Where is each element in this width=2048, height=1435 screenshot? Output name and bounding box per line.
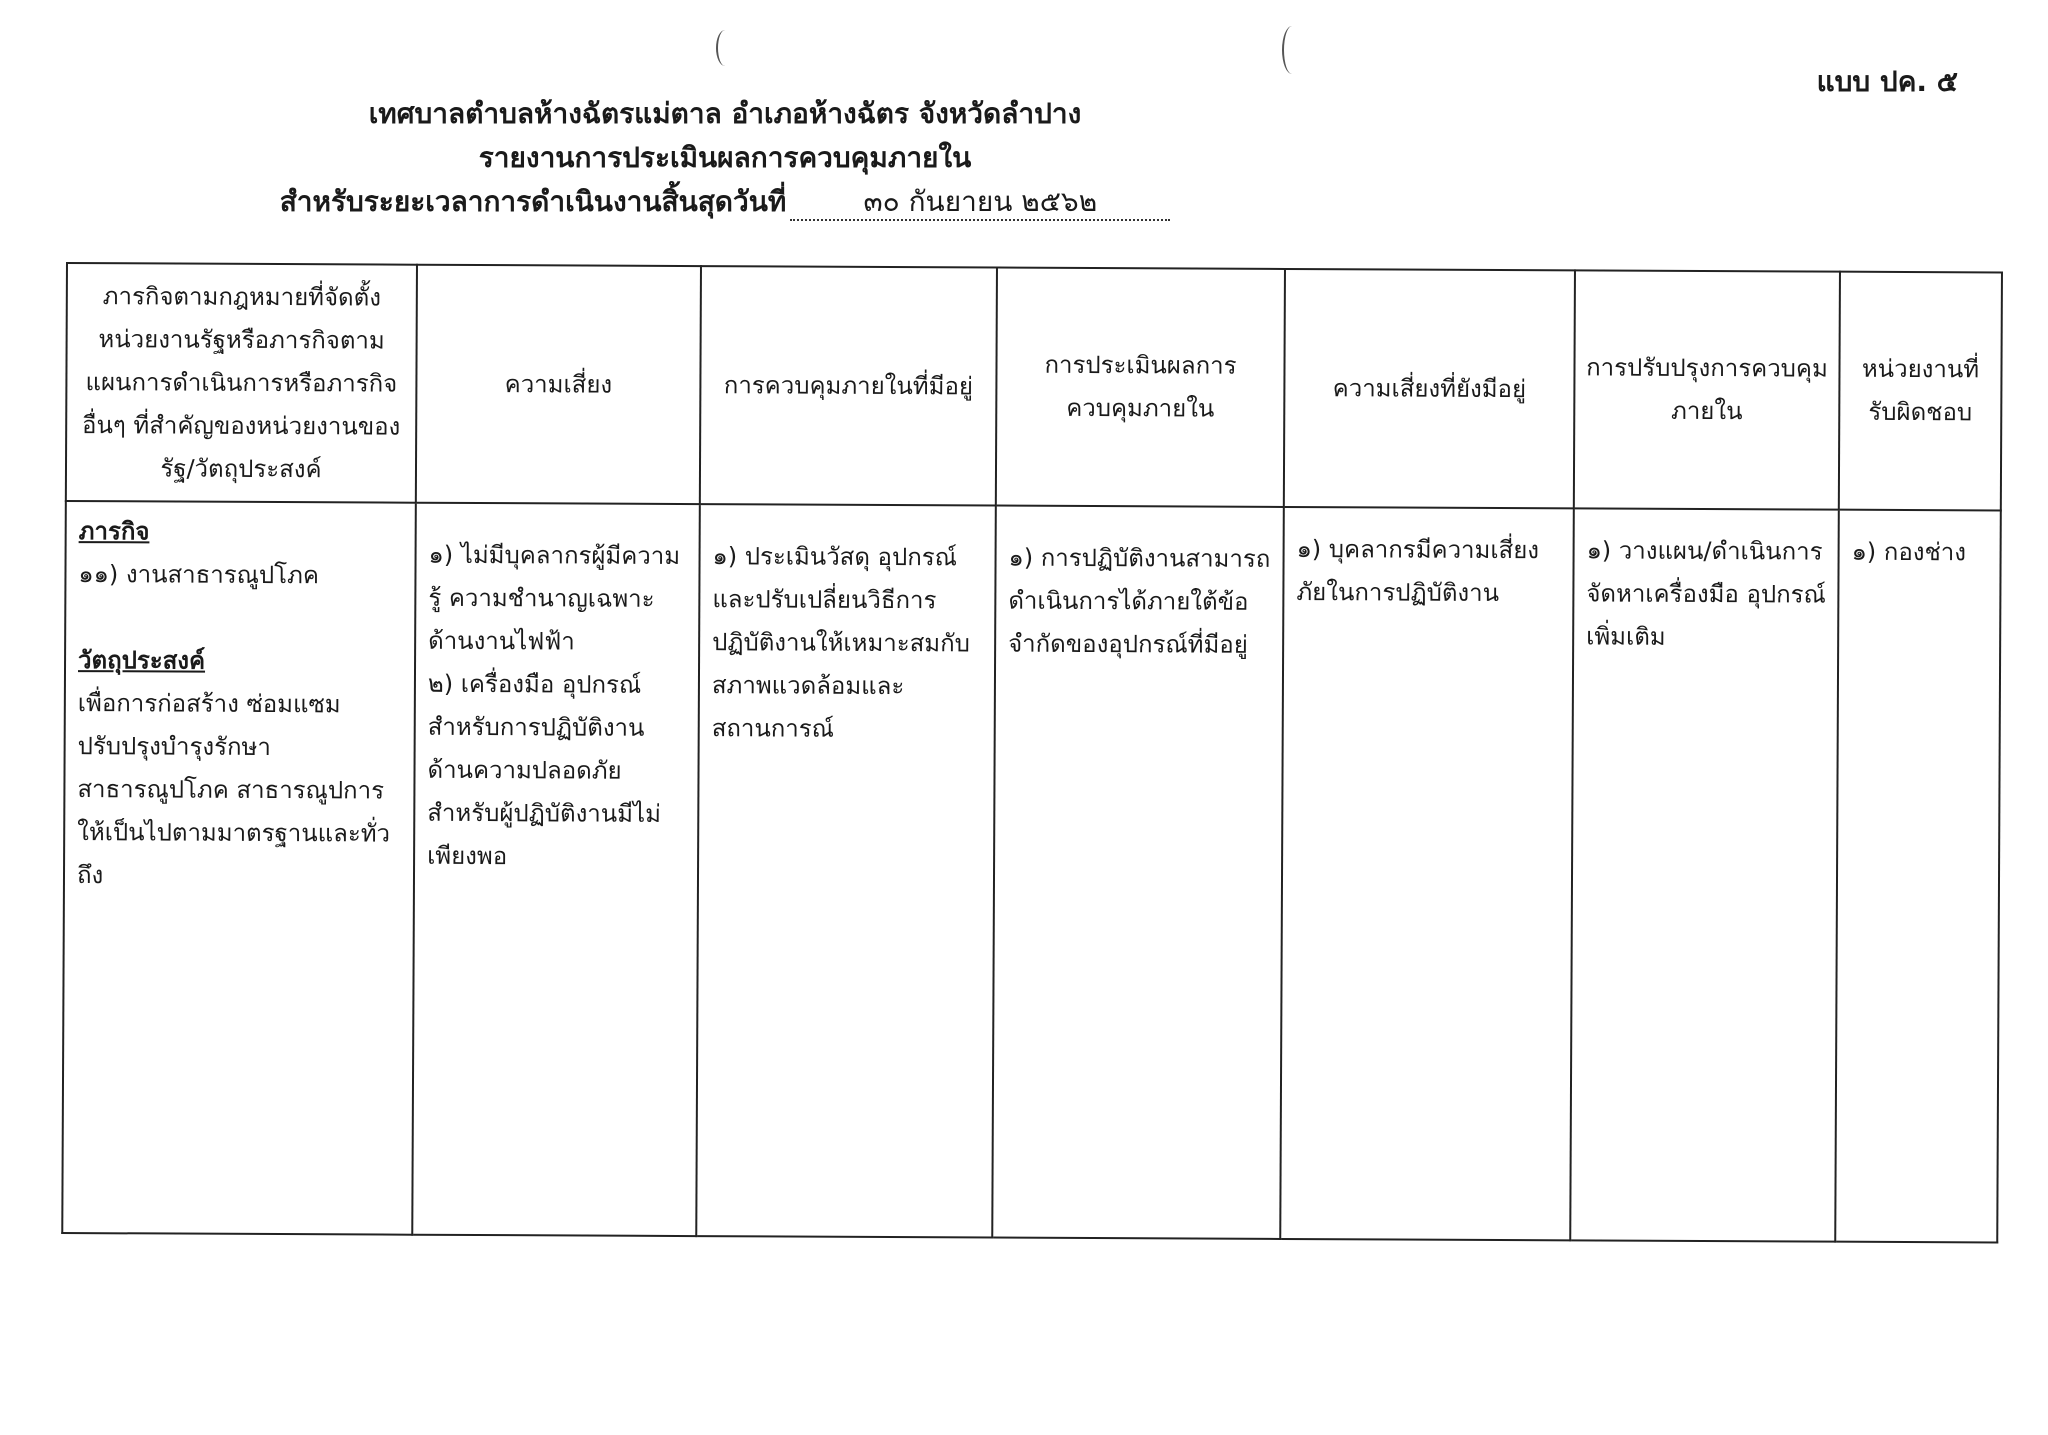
table-header-row <box>66 263 2002 510</box>
remaining-risk-item: ๑) บุคลากรมีความเสี่ยงภัยในการปฏิบัติงาน <box>1296 535 1540 608</box>
cell-remaining-risk <box>1280 507 1574 1240</box>
document-header <box>0 92 1450 224</box>
col-responsible-unit: หน่วยงานที่รับผิดชอบ <box>1839 272 2002 511</box>
objective-text: เพื่อการก่อสร้าง ซ่อมแซม ปรับปรุงบำรุงรักษา สาธารณูปโภค สาธารณูปการ ให้เป็นไปตามมาตรฐานและทั่วถึง <box>76 689 391 890</box>
cell-risk <box>412 503 700 1236</box>
col-risk: ความเสี่ยง <box>416 265 701 504</box>
col-mission-objective: ภารกิจตามกฎหมายที่จัดตั้งหน่วยงานรัฐหรือภารกิจตามแผนการดำเนินการหรือภารกิจอื่นๆ ที่สำคัญของหน่วยงานของรัฐ/วัตถุประสงค์ <box>66 263 417 503</box>
table-row <box>62 501 2001 1242</box>
col-control-evaluation: การประเมินผลการควบคุมภายใน <box>996 268 1285 507</box>
scan-mark <box>716 30 734 66</box>
cell-control-improvement <box>1570 508 1839 1241</box>
cell-existing-control <box>696 504 996 1237</box>
mission-text: ๑๑) งานสาธารณูปโภค <box>78 560 320 590</box>
cell-mission-objective <box>62 501 416 1235</box>
col-control-improvement: การปรับปรุงการควบคุมภายใน <box>1574 270 1840 509</box>
scan-mark <box>1282 26 1302 74</box>
improvement-item: ๑) วางแผน/ดำเนินการจัดหาเครื่องมือ อุปกรณ์เพิ่มเติม <box>1586 536 1826 651</box>
organization-title: เทศบาลตำบลห้างฉัตรแม่ตาล อำเภอห้างฉัตร จังหวัดลำปาง <box>368 97 1082 130</box>
reporting-period-label: สำหรับระยะเวลาการดำเนินงานสิ้นสุดวันที่ <box>279 185 787 218</box>
assessment-table <box>61 262 2003 1243</box>
responsible-unit-item: ๑) กองช่าง <box>1851 537 1967 567</box>
evaluation-item: ๑) การปฏิบัติงานสามารถดำเนินการได้ภายใต้ข้อจำกัดของอุปกรณ์ที่มีอยู่ <box>1008 543 1271 659</box>
cell-control-evaluation <box>992 506 1284 1239</box>
report-title: รายงานการประเมินผลการควบคุมภายใน <box>478 141 972 174</box>
period-end-date: ๓๐ กันยายน ๒๕๖๒ <box>790 185 1170 221</box>
risk-item-1: ๑) ไม่มีบุคลากรผู้มีความรู้ ความชำนาญเฉพาะด้านงานไฟฟ้า <box>428 540 681 656</box>
risk-item-2: ๒) เครื่องมือ อุปกรณ์สำหรับการปฏิบัติงานด้านความปลอดภัยสำหรับผู้ปฏิบัติงานมีไม่เพียงพอ <box>427 669 662 871</box>
existing-control-item: ๑) ประเมินวัสดุ อุปกรณ์ และปรับเปลี่ยนวิธีการปฏิบัติงานให้เหมาะสมกับสภาพแวดล้อมและสถานการณ์ <box>711 542 970 743</box>
objective-label: วัตถุประสงค์ <box>77 646 206 675</box>
col-existing-control: การควบคุมภายในที่มีอยู่ <box>700 266 997 505</box>
form-code: แบบ ปค. ๕ <box>1816 65 1958 98</box>
col-remaining-risk: ความเสี่ยงที่ยังมีอยู่ <box>1284 269 1575 508</box>
reporting-period <box>0 180 1450 224</box>
mission-label: ภารกิจ <box>78 517 150 546</box>
cell-responsible-unit <box>1835 510 2001 1243</box>
